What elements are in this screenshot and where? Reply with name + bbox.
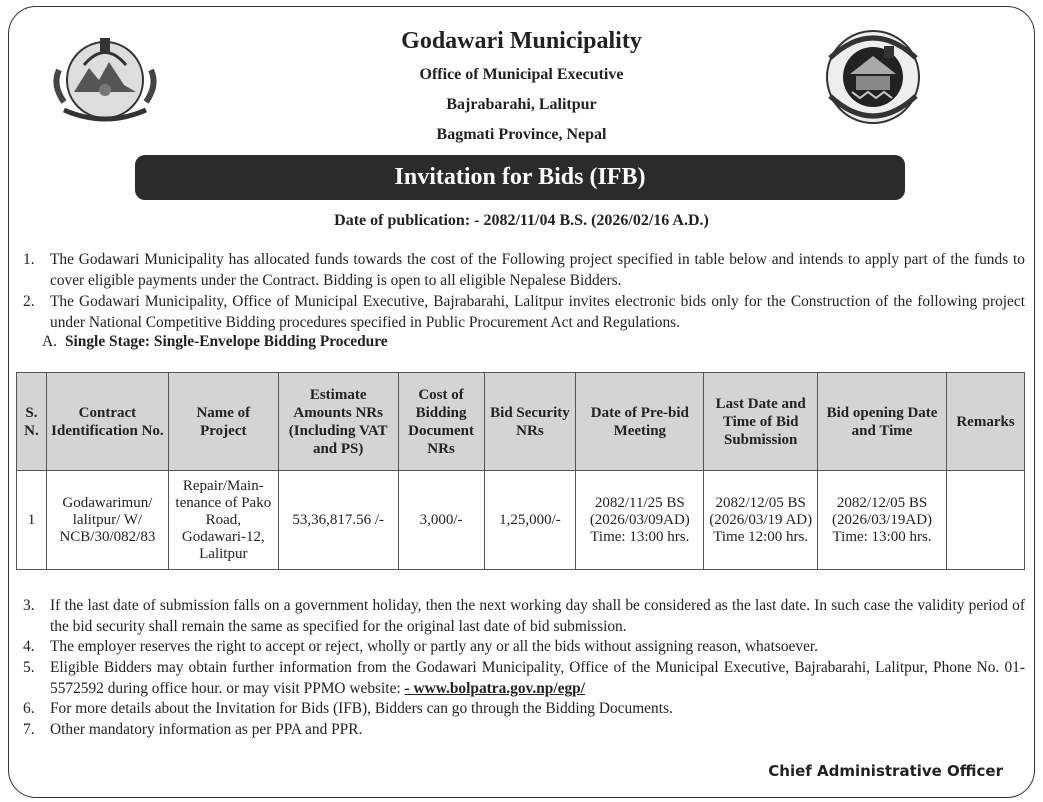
header-sn: S. N.: [17, 373, 47, 471]
note-5: [23, 657, 1025, 699]
stage-text: Single Stage: Single-Envelope Bidding Procedure: [64, 333, 388, 350]
cell-sn: 1: [17, 471, 47, 570]
bids-table: [16, 372, 1025, 570]
table-header-row: [17, 373, 1025, 471]
bidding-stage: [42, 333, 388, 351]
ifb-banner: Invitation for Bids (IFB): [135, 155, 905, 200]
header-prebid-meeting: Date of Pre-bid Meeting: [576, 373, 704, 471]
office-name: Office of Municipal Executive: [419, 66, 624, 83]
header-bid-security: Bid Security NRs: [484, 373, 576, 471]
note-number: 7.: [23, 721, 35, 738]
municipality-title: Godawari Municipality: [401, 28, 642, 54]
cell-estimate-amount: 53,36,817.56 /-: [278, 471, 398, 570]
paragraph-1: [23, 249, 1025, 291]
paragraph-number: 2.: [23, 293, 35, 310]
cell-bid-opening: 2082/12/05 BS (2026/03/19AD) Time: 13:00 hrs.: [818, 471, 947, 570]
cell-contract-id: Godawarimun/ lalitpur/ W/ NCB/30/082/83: [46, 471, 168, 570]
cell-prebid-meeting: 2082/11/25 BS (2026/03/09AD) Time: 13:00 hrs.: [576, 471, 704, 570]
note-text: Other mandatory information as per PPA and PPR.: [50, 721, 363, 738]
note-6: [23, 698, 1025, 719]
signature-title: Chief Administrative Officer: [768, 762, 1003, 780]
note-text: For more details about the Invitation for Bids (IFB), Bidders can go through the Bidding Documents.: [50, 700, 673, 717]
publication-date: Date of publication: - 2082/11/04 B.S. (2026/02/16 A.D.): [334, 212, 709, 229]
province-name: Bagmati Province, Nepal: [436, 126, 607, 143]
note-4: [23, 636, 1025, 657]
paragraph-number: 1.: [23, 251, 35, 268]
note-7: [23, 719, 1025, 740]
note-text: If the last date of submission falls on a government holiday, then the next working day shall be considered as the last date. In such case the validity period of the bid security shall remain the same as specified for the original last date of bid submission.: [50, 597, 1025, 635]
header-remarks: Remarks: [946, 373, 1024, 471]
ppmo-website-link[interactable]: - www.bolpatra.gov.np/egp/: [404, 680, 585, 697]
header-project-name: Name of Project: [168, 373, 278, 471]
cell-document-cost: 3,000/-: [398, 471, 484, 570]
note-3: [23, 595, 1025, 637]
note-number: 6.: [23, 700, 35, 717]
header-last-submission: Last Date and Time of Bid Submission: [704, 373, 818, 471]
note-text: Eligible Bidders may obtain further information from the Godawari Municipality, Office of the Municipal Executive, Bajrabarahi, Lalitpur, Phone No. 01-5572592 during office hour. or may visit PPMO website:: [50, 659, 1025, 697]
header-document-cost: Cost of Bidding Document NRs: [398, 373, 484, 471]
table-row: [17, 471, 1025, 570]
paragraph-text: The Godawari Municipality has allocated funds towards the cost of the Following project specified in table below and intends to apply part of the funds to cover eligible payments under the Contract. Bidding is open to all eligible Nepalese Bidders.: [50, 251, 1025, 289]
header-contract-id: Contract Identification No.: [46, 373, 168, 471]
cell-last-submission: 2082/12/05 BS (2026/03/19 AD) Time 12:00 hrs.: [704, 471, 818, 570]
note-number: 3.: [23, 597, 35, 614]
stage-letter: A.: [42, 333, 57, 350]
cell-remarks: [946, 471, 1024, 570]
cell-project-name: Repair/Main-tenance of Pako Road, Godawari-12, Lalitpur: [168, 471, 278, 570]
paragraph-2: [23, 291, 1025, 333]
paragraph-text: The Godawari Municipality, Office of Municipal Executive, Bajrabarahi, Lalitpur invites electronic bids only for the Construction of the following project under National Competitive Bidding procedures specified in Public Procurement Act and Regulations.: [50, 293, 1025, 331]
office-address: Bajrabarahi, Lalitpur: [446, 96, 597, 113]
cell-bid-security: 1,25,000/-: [484, 471, 576, 570]
header-bid-opening: Bid opening Date and Time: [818, 373, 947, 471]
note-number: 4.: [23, 638, 35, 655]
note-number: 5.: [23, 659, 35, 676]
note-text-wrap: [50, 657, 1025, 699]
note-text: The employer reserves the right to accept or reject, wholly or partly any or all the bids without assigning reason, whatsoever.: [50, 638, 819, 655]
header-estimate-amount: Estimate Amounts NRs (Including VAT and PS): [278, 373, 398, 471]
